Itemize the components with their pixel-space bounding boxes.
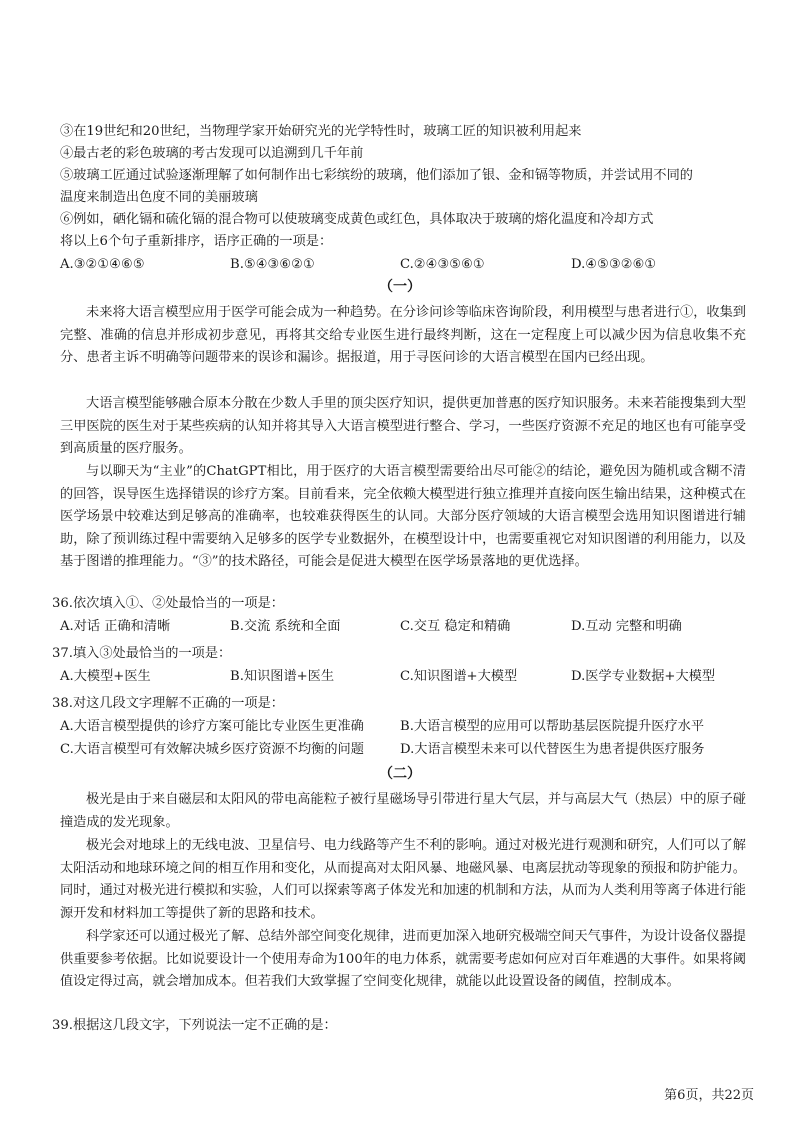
q38-option-d: D.大语言模型未来可以代替医生为患者提供医疗服务: [400, 742, 705, 757]
q37-option-a: A.大模型+医生: [60, 669, 151, 684]
sentence-5: ⑤玻璃工匠通过试验逐渐理解了如何制作出七彩缤纷的玻璃，他们添加了银、金和镉等物质，并尝试用不同的: [60, 168, 693, 183]
q37-option-c: C.知识图谱+大模型: [400, 669, 518, 684]
question-38-stem: 38.对这几段文字理解不正确的一项是：: [52, 696, 284, 711]
question-37-stem: 37.填入③处最恰当的一项是：: [52, 646, 232, 661]
q37-option-d: D.医学专业数据+大模型: [571, 669, 716, 684]
section-2-paragraph-3: 科学家还可以通过极光了解、总结外部空间变化规律，进而更加深入地研究极端空间天气事件，为设计设备仪器提供重要参考依据。比如说要设计一个使用寿命为100年的电力体系，就需要考虑如何应对百年难遇的大事件。如果将阈值设定得过高，就会增加成本。但若我们大致掌握了空间变化规律，就能以此设置设备的阈值，控制成本。: [60, 929, 746, 990]
section-1-paragraph-3: 与以聊天为“主业”的ChatGPT相比，用于医疗的大语言模型需要给出尽可能②的结论，避免因为随机或含糊不清的回答，误导医生选择错误的诊疗方案。目前看来，完全依赖大模型进行独立推理并直接向医生输出结果，这种模式在医学场景中较难达到足够高的准确率，也较难获得医生的认同。大部分医疗领域的大语言模型会选用知识图谱进行辅助，除了预训练过程中需要纳入足够多的医学专业数据外，在模型设计中，也需要重视它对知识图谱的利用能力，以及基于图谱的推理能力。“③”的技术路径，可能会是促进大模型在医学场景落地的更优选择。: [60, 464, 746, 570]
q36-option-b: B.交流 系统和全面: [230, 619, 341, 634]
q36-option-c: C.交互 稳定和精确: [400, 619, 511, 634]
order-option-c: C.②④③⑤⑥①: [400, 257, 485, 272]
q36-option-a: A.对话 正确和清晰: [60, 619, 171, 634]
q38-option-c: C.大语言模型可有效解决城乡医疗资源不均衡的问题: [60, 742, 364, 757]
sentence-3: ③在19世纪和20世纪，当物理学家开始研究光的光学特性时，玻璃工匠的知识被利用起来: [60, 124, 582, 139]
section-1-paragraph-2: 大语言模型能够融合原本分散在少数人手里的顶尖医疗知识，提供更加普惠的医疗知识服务。未来若能搜集到大型三甲医院的医生对于某些疾病的认知并将其导入大语言模型进行整合、学习，一些医疗资源不充足的地区也有可能享受到高质量的医疗服务。: [60, 396, 746, 457]
q37-option-b: B.知识图谱+医生: [230, 669, 335, 684]
section-2-paragraph-2: 极光会对地球上的无线电波、卫星信号、电力线路等产生不利的影响。通过对极光进行观测和研究，人们可以了解太阳活动和地球环境之间的相互作用和变化，从而提高对太阳风暴、地磁风暴、电离层扰动等现象的预报和防护能力。同时，通过对极光进行模拟和实验，人们可以探索等离子体发光和加速的机制和方法，从而为人类利用等离子体进行能源开发和材料加工等提供了新的思路和技术。: [60, 838, 746, 921]
question-39-stem: 39.根据这几段文字，下列说法一定不正确的是：: [52, 1018, 337, 1033]
question-36-stem: 36.依次填入①、②处最恰当的一项是：: [52, 596, 284, 611]
q38-option-b: B.大语言模型的应用可以帮助基层医院提升医疗水平: [400, 719, 705, 734]
section-2-heading: （二）: [379, 766, 421, 782]
q36-option-d: D.互动 完整和明确: [571, 619, 682, 634]
order-question-stem: 将以上6个句子重新排序，语序正确的一项是：: [60, 234, 333, 249]
sentence-4: ④最古老的彩色玻璃的考古发现可以追溯到几千年前: [60, 146, 364, 161]
order-option-b: B.⑤④③⑥②①: [230, 257, 315, 272]
section-1-paragraph-1: 未来将大语言模型应用于医学可能会成为一种趋势。在分诊问诊等临床咨询阶段，利用模型与患者进行①，收集到完整、准确的信息并形成初步意见，再将其交给专业医生进行最终判断，这在一定程度上可以减少因为信息收集不充分、患者主诉不明确等问题带来的误诊和漏诊。据报道，用于寻医问诊的大语言模型在国内已经出现。: [60, 305, 746, 366]
q38-option-a: A.大语言模型提供的诊疗方案可能比专业医生更准确: [60, 719, 364, 734]
order-option-d: D.④⑤③②⑥①: [571, 257, 657, 272]
page-number: 第6页，共22页: [664, 1088, 754, 1103]
order-option-a: A.③②①④⑥⑤: [60, 257, 145, 272]
section-2-paragraph-1: 极光是由于来自磁层和太阳风的带电高能粒子被行星磁场导引带进行星大气层，并与高层大气（热层）中的原子碰撞造成的发光现象。: [60, 792, 746, 830]
sentence-5-continued: 温度来制造出色度不同的美丽玻璃: [60, 190, 258, 205]
section-1-heading: （一）: [379, 279, 421, 295]
sentence-6: ⑥例如，硒化镉和硫化镉的混合物可以使玻璃变成黄色或红色，具体取决于玻璃的熔化温度和冷却方式: [60, 212, 654, 227]
